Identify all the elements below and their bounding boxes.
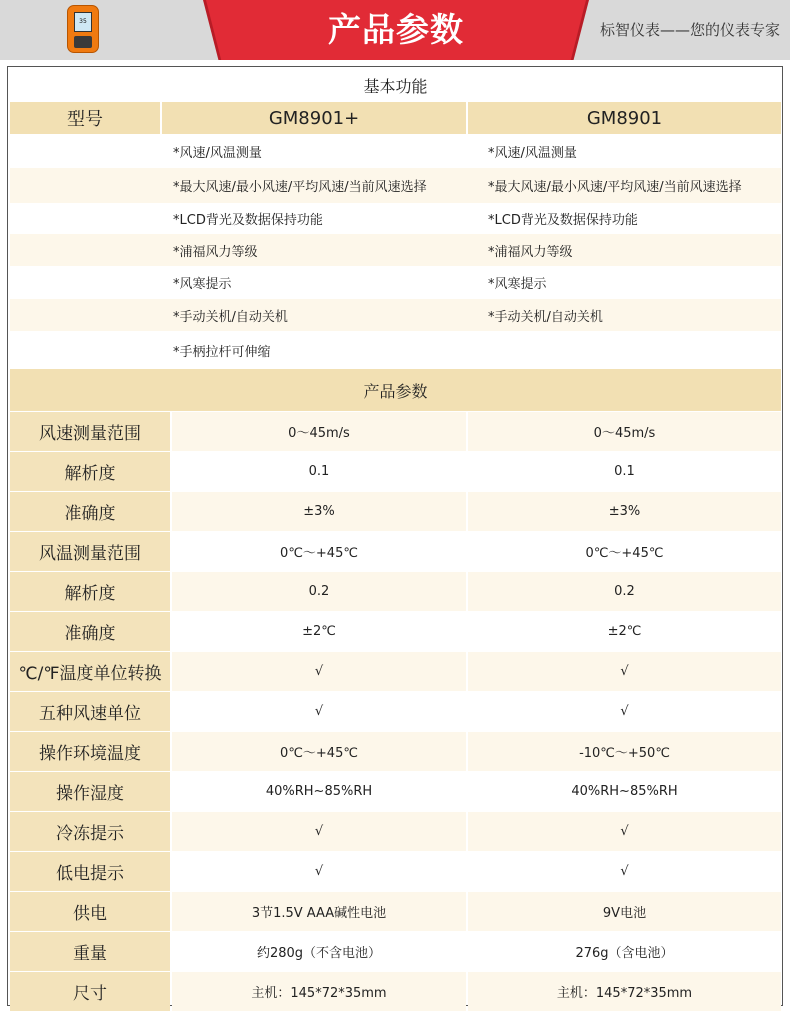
feature-a: *最大风速/最小风速/平均风速/当前风速选择 bbox=[162, 168, 468, 203]
param-row bbox=[10, 732, 781, 771]
param-label: 操作环境温度 bbox=[10, 732, 170, 771]
device-keypad bbox=[74, 36, 92, 48]
param-value-b: √ bbox=[468, 692, 781, 731]
param-value-b: ±3% bbox=[468, 492, 781, 531]
param-row bbox=[10, 852, 781, 891]
feature-b: *浦福风力等级 bbox=[468, 234, 781, 266]
param-label: 五种风速单位 bbox=[10, 692, 170, 731]
feature-row bbox=[10, 203, 781, 234]
feature-b: *最大风速/最小风速/平均风速/当前风速选择 bbox=[468, 168, 781, 203]
model-header-row bbox=[10, 102, 781, 134]
device-screen: 35 bbox=[74, 12, 92, 32]
model-label: 型号 bbox=[10, 102, 160, 134]
feature-a: *风寒提示 bbox=[162, 266, 468, 299]
feature-row bbox=[10, 266, 781, 299]
param-value-a: √ bbox=[172, 652, 466, 691]
param-label: 解析度 bbox=[10, 572, 170, 611]
param-label: 重量 bbox=[10, 932, 170, 971]
param-label: 风温测量范围 bbox=[10, 532, 170, 571]
param-row bbox=[10, 772, 781, 811]
param-value-a: 0℃～+45℃ bbox=[172, 732, 466, 771]
page-title: 产品参数 bbox=[328, 10, 464, 49]
param-row bbox=[10, 892, 781, 931]
anemometer-device-icon bbox=[67, 5, 99, 53]
param-value-b: 0.1 bbox=[468, 452, 781, 491]
param-value-a: 约280g（不含电池） bbox=[172, 932, 466, 971]
feature-label-cell bbox=[10, 203, 162, 234]
params-section-title: 产品参数 bbox=[10, 369, 781, 411]
param-label: 供电 bbox=[10, 892, 170, 931]
param-value-a: √ bbox=[172, 852, 466, 891]
param-value-a: 0.1 bbox=[172, 452, 466, 491]
param-label: 准确度 bbox=[10, 492, 170, 531]
header-banner bbox=[0, 0, 790, 60]
param-value-b: 40%RH~85%RH bbox=[468, 772, 781, 811]
param-value-a: ±2℃ bbox=[172, 612, 466, 651]
param-value-b: √ bbox=[468, 652, 781, 691]
param-label: 准确度 bbox=[10, 612, 170, 651]
param-label: 尺寸 bbox=[10, 972, 170, 1011]
param-value-a: 0℃～+45℃ bbox=[172, 532, 466, 571]
param-row bbox=[10, 412, 781, 451]
param-row bbox=[10, 692, 781, 731]
feature-row bbox=[10, 134, 781, 168]
feature-a: *风速/风温测量 bbox=[162, 134, 468, 168]
param-label: 冷冻提示 bbox=[10, 812, 170, 851]
param-row bbox=[10, 812, 781, 851]
feature-label-cell bbox=[10, 266, 162, 299]
feature-label-cell bbox=[10, 168, 162, 203]
param-value-b: 9V电池 bbox=[468, 892, 781, 931]
param-row bbox=[10, 532, 781, 571]
feature-b bbox=[468, 331, 781, 369]
param-row bbox=[10, 452, 781, 491]
feature-a: *手动关机/自动关机 bbox=[162, 299, 468, 331]
feature-a: *手柄拉杆可伸缩 bbox=[162, 331, 468, 369]
param-row bbox=[10, 572, 781, 611]
feature-label-cell bbox=[10, 299, 162, 331]
param-row bbox=[10, 932, 781, 971]
param-row bbox=[10, 972, 781, 1011]
param-value-a: 0～45m/s bbox=[172, 412, 466, 451]
param-value-a: 3节1.5V AAA碱性电池 bbox=[172, 892, 466, 931]
brand-slogan: 标智仪表——您的仪表专家 bbox=[599, 21, 780, 39]
feature-row bbox=[10, 331, 781, 369]
feature-b: *风寒提示 bbox=[468, 266, 781, 299]
model-b: GM8901 bbox=[468, 102, 781, 134]
model-a: GM8901+ bbox=[162, 102, 466, 134]
feature-b: *风速/风温测量 bbox=[468, 134, 781, 168]
param-row bbox=[10, 652, 781, 691]
feature-b: *手动关机/自动关机 bbox=[468, 299, 781, 331]
feature-label-cell bbox=[10, 234, 162, 266]
feature-label-cell bbox=[10, 134, 162, 168]
feature-b: *LCD背光及数据保持功能 bbox=[468, 203, 781, 234]
feature-row bbox=[10, 168, 781, 203]
param-value-b: 276g（含电池） bbox=[468, 932, 781, 971]
param-value-b: -10℃～+50℃ bbox=[468, 732, 781, 771]
param-value-b: 0.2 bbox=[468, 572, 781, 611]
param-value-a: 0.2 bbox=[172, 572, 466, 611]
param-label: 解析度 bbox=[10, 452, 170, 491]
param-value-b: 主机：145*72*35mm bbox=[468, 972, 781, 1011]
param-label: ℃/℉温度单位转换 bbox=[10, 652, 170, 691]
param-value-b: √ bbox=[468, 852, 781, 891]
param-label: 风速测量范围 bbox=[10, 412, 170, 451]
basic-section-title: 基本功能 bbox=[10, 68, 781, 102]
feature-label-cell bbox=[10, 331, 162, 369]
param-value-a: √ bbox=[172, 812, 466, 851]
feature-a: *LCD背光及数据保持功能 bbox=[162, 203, 468, 234]
param-value-b: ±2℃ bbox=[468, 612, 781, 651]
feature-row bbox=[10, 299, 781, 331]
param-value-a: 40%RH~85%RH bbox=[172, 772, 466, 811]
param-label: 低电提示 bbox=[10, 852, 170, 891]
param-value-a: 主机：145*72*35mm bbox=[172, 972, 466, 1011]
param-value-a: ±3% bbox=[172, 492, 466, 531]
param-value-b: 0℃～+45℃ bbox=[468, 532, 781, 571]
param-value-b: √ bbox=[468, 812, 781, 851]
feature-a: *浦福风力等级 bbox=[162, 234, 468, 266]
feature-row bbox=[10, 234, 781, 266]
param-row bbox=[10, 612, 781, 651]
param-value-a: √ bbox=[172, 692, 466, 731]
param-row bbox=[10, 492, 781, 531]
param-label: 操作湿度 bbox=[10, 772, 170, 811]
param-value-b: 0～45m/s bbox=[468, 412, 781, 451]
